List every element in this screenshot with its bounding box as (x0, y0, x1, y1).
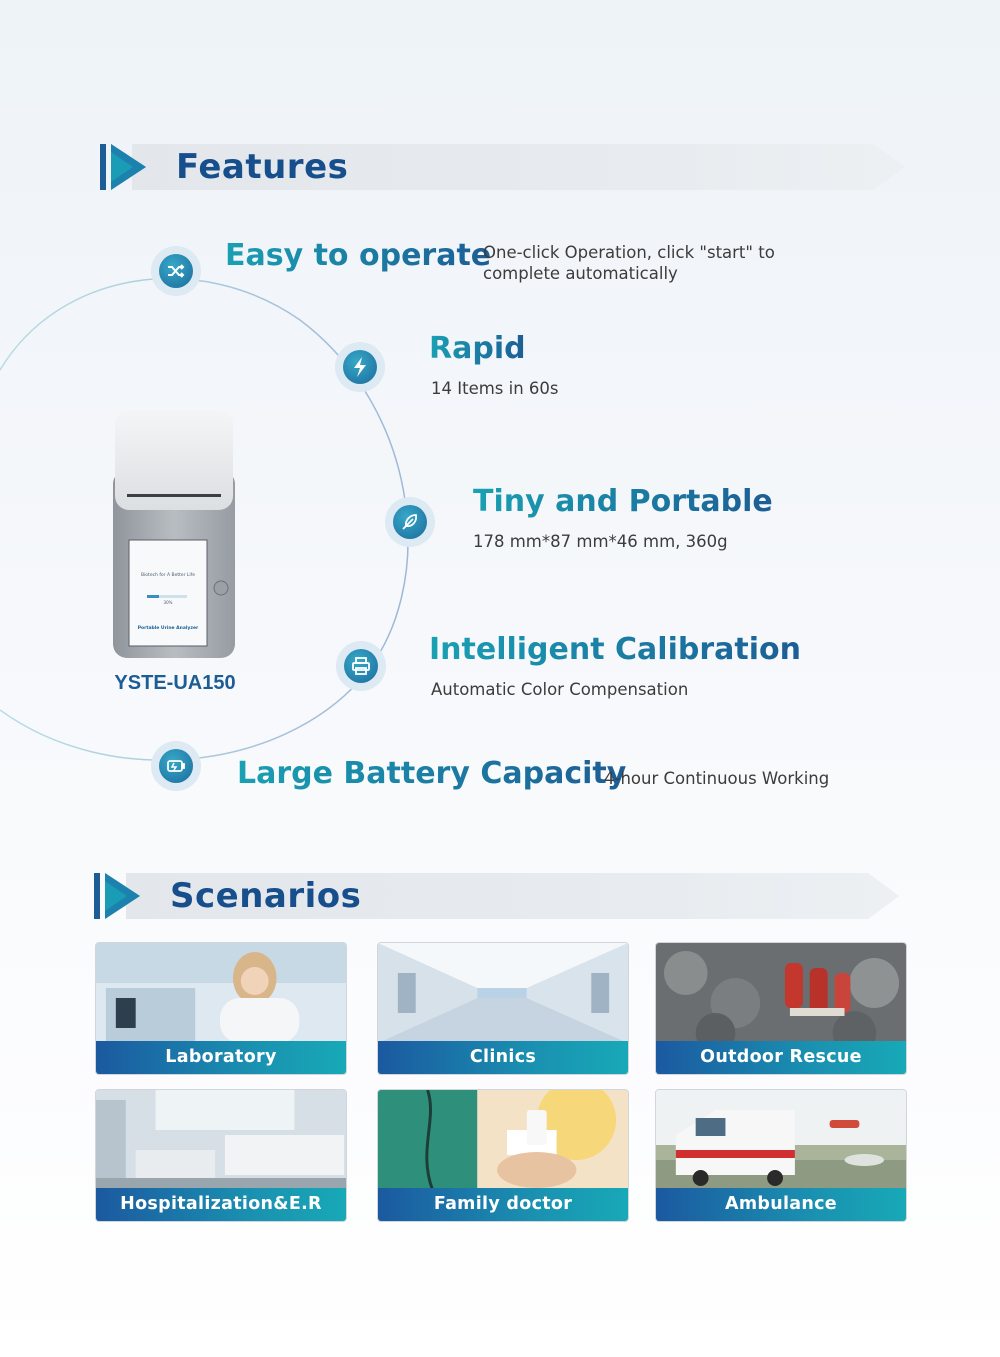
feature-icon-portable (385, 497, 435, 547)
laboratory-photo (96, 943, 346, 1043)
scenario-card-hospitalization (95, 1089, 347, 1222)
section-title-features: Features (176, 147, 349, 187)
scenario-card-laboratory (95, 942, 347, 1075)
feature-icon-easy (151, 246, 201, 296)
lightning-icon (351, 357, 369, 377)
feature-icon-calibration (336, 641, 386, 691)
feature-desc-easy: One-click Operation, click "start" to complete automatically (483, 243, 775, 283)
battery-icon (166, 756, 186, 776)
printer-icon (351, 656, 371, 676)
feature-desc-portable: 178 mm*87 mm*46 mm, 360g (473, 532, 728, 551)
play-logo-icon (94, 873, 140, 919)
feature-desc-rapid: 14 Items in 60s (431, 379, 559, 398)
scenario-card-ambulance (655, 1089, 907, 1222)
scenario-label-family-doctor: Family doctor (378, 1188, 628, 1221)
feature-title-portable: Tiny and Portable (473, 484, 773, 519)
device-screen-name: Portable Urine Analyzer (137, 626, 199, 631)
features-header (100, 144, 905, 190)
scenario-card-outdoor-rescue (655, 942, 907, 1075)
device-image (113, 410, 235, 660)
device-model-label: YSTE-UA150 (114, 672, 236, 694)
device-screen-progress: 30% (163, 600, 173, 605)
clinics-photo (378, 943, 628, 1043)
outdoor-rescue-photo (656, 943, 906, 1043)
feature-icon-battery (151, 741, 201, 791)
feature-desc-battery: 4-hour Continuous Working (604, 769, 830, 788)
section-title-scenarios: Scenarios (170, 876, 362, 916)
feather-icon (400, 512, 420, 532)
scenario-card-clinics (377, 942, 629, 1075)
scenario-label-ambulance: Ambulance (656, 1188, 906, 1221)
scenario-label-laboratory: Laboratory (96, 1041, 346, 1074)
ambulance-photo (656, 1090, 906, 1190)
scenarios-header (94, 873, 899, 919)
feature-title-battery: Large Battery Capacity (237, 756, 627, 791)
feature-title-rapid: Rapid (429, 331, 526, 366)
shuffle-icon (166, 261, 186, 281)
hospitalization-photo (96, 1090, 346, 1190)
feature-icon-rapid (335, 342, 385, 392)
scenario-label-clinics: Clinics (378, 1041, 628, 1074)
scenario-label-outdoor-rescue: Outdoor Rescue (656, 1041, 906, 1074)
feature-desc-calibration: Automatic Color Compensation (431, 680, 689, 699)
family-doctor-photo (378, 1090, 628, 1190)
scenario-label-hospitalization: Hospitalization&E.R (96, 1188, 346, 1221)
feature-title-calibration: Intelligent Calibration (429, 632, 801, 667)
feature-title-easy: Easy to operate (225, 238, 492, 273)
play-logo-icon (100, 144, 146, 190)
scenario-card-family-doctor (377, 1089, 629, 1222)
device-screen-tagline: Biotech for A Better Life (140, 573, 196, 578)
